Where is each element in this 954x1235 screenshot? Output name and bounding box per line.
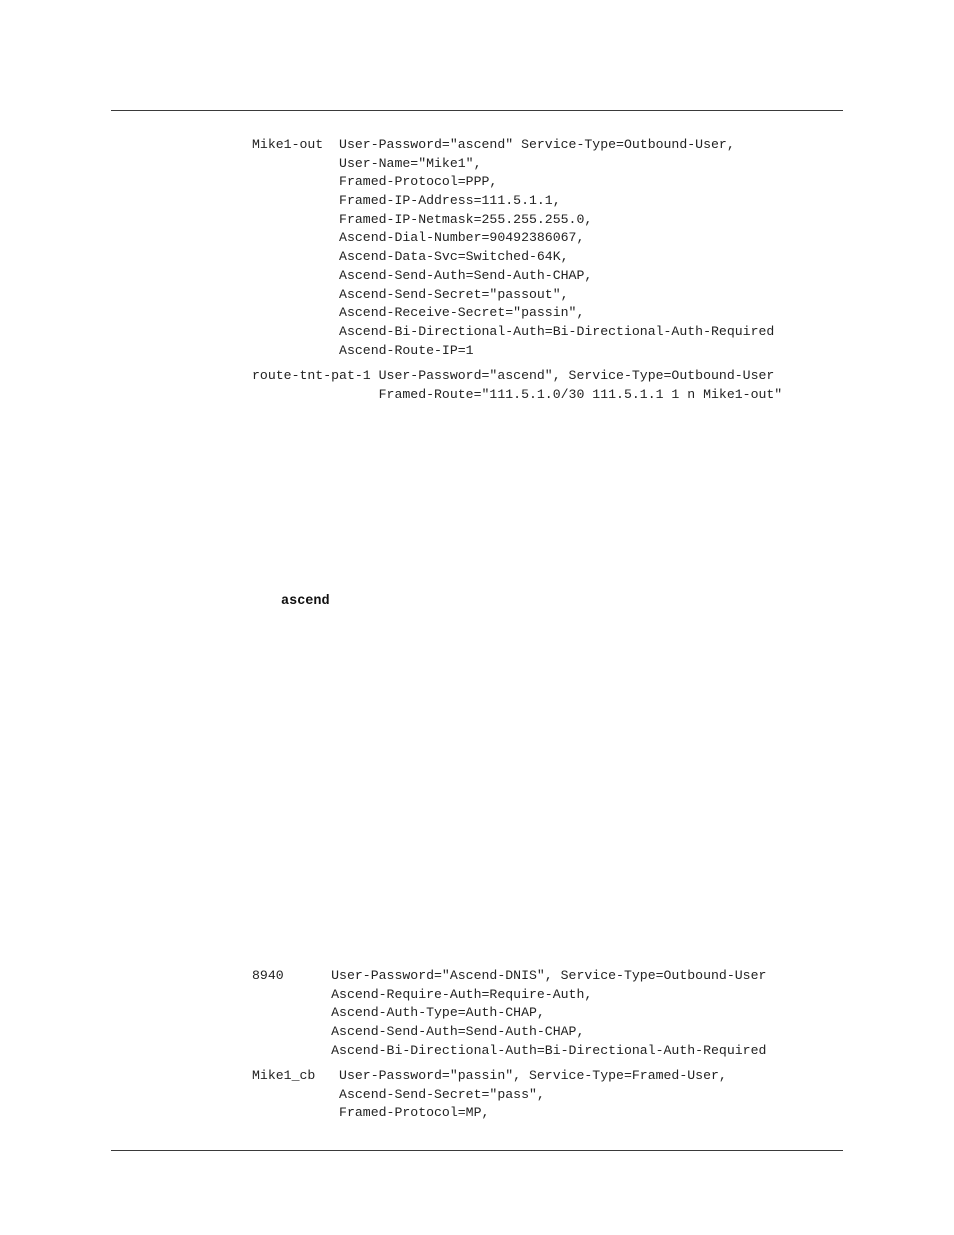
header-rule [111,110,843,111]
code-line: route-tnt-pat-1 User-Password="ascend", Service-Type=Outbound-User [252,368,775,383]
code-line: User-Name="Mike1", [252,155,482,171]
code-line: Ascend-Send-Secret="passout", [252,286,569,302]
code-line: Ascend-Require-Auth=Require-Auth, [252,986,593,1002]
code-line: Ascend-Route-IP=1 [252,342,474,358]
code-line: Ascend-Bi-Directional-Auth=Bi-Directional-Auth-Required [252,323,775,339]
code-line: Ascend-Send-Auth=Send-Auth-CHAP, [252,267,593,283]
code-line: Ascend-Receive-Secret="passin", [252,305,585,321]
code-line: Framed-Protocol=MP, [252,1105,490,1121]
code-line: Ascend-Send-Secret="pass", [252,1086,545,1102]
code-line: Framed-IP-Address=111.5.1.1, [252,193,561,209]
code-line: Ascend-Data-Svc=Switched-64K, [252,249,569,265]
code-line: 8940 User-Password="Ascend-DNIS", Service-Type=Outbound-User [252,968,767,983]
code-line: Framed-Protocol=PPP, [252,174,498,190]
code-line: Mike1_cb User-Password="passin", Service-Type=Framed-User, [252,1068,727,1083]
code-line: Framed-IP-Netmask=255.255.255.0, [252,211,593,227]
mike1-cb-profile-code [252,1067,727,1123]
footer-rule [111,1150,843,1151]
dnis-profile-code [252,967,766,1060]
mike1-out-profile-code [252,136,774,360]
code-line: Ascend-Dial-Number=90492386067, [252,230,585,246]
code-line: Mike1-out User-Password="ascend" Service-Type=Outbound-User, [252,137,735,152]
bold-keyword: ascend [281,594,330,609]
code-line: Ascend-Auth-Type=Auth-CHAP, [252,1005,545,1021]
code-line: Framed-Route="111.5.1.0/30 111.5.1.1 1 n Mike1-out" [252,386,783,402]
route-profile-code [252,367,782,404]
code-line: Ascend-Bi-Directional-Auth=Bi-Directional-Auth-Required [252,1042,767,1058]
code-line: Ascend-Send-Auth=Send-Auth-CHAP, [252,1024,585,1040]
